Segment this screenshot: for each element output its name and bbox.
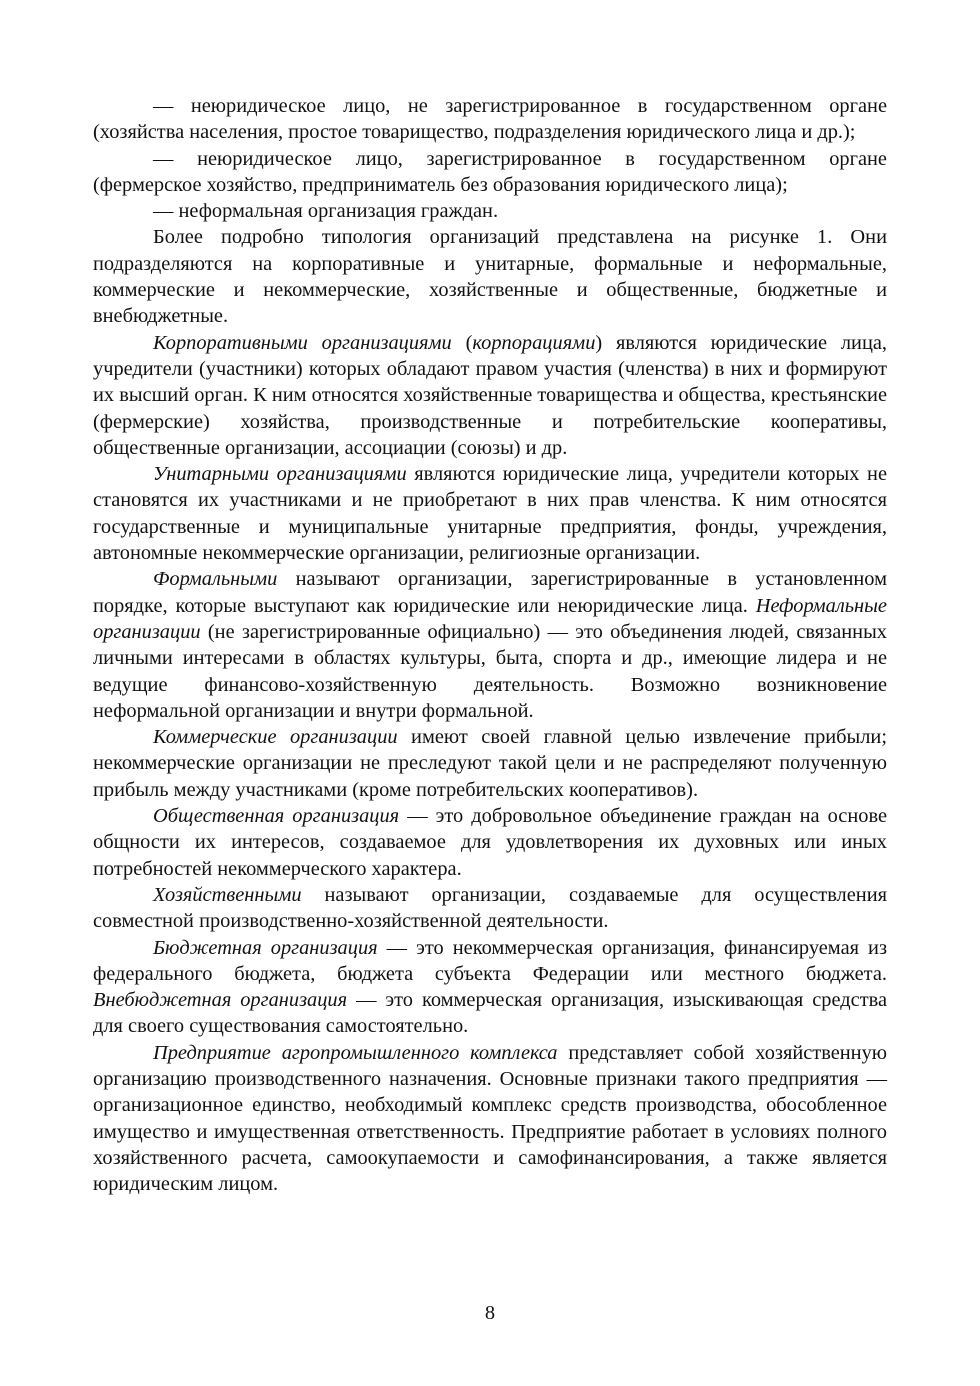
term-italic: Внебюджетная организация	[93, 989, 348, 1012]
text-run: — это некоммерческая организация, финансируемая из федерального бюджета, бюджета субъекта Федерации или местного бюджета.	[93, 936, 888, 985]
text-run: называют организации, зарегистрированные в установленном порядке, которые выступают как юридические или неюридические лица.	[93, 568, 887, 617]
term-italic: Унитарными организациями	[153, 463, 407, 486]
text-run: Более подробно типология организаций представлена на рисунке 1. Они подразделяются на корпоративные и унитарные, формальные и неформальные, коммерческие и некоммерческие, хозяйственные и общественные, бюджетные и внебюджетные.	[93, 226, 887, 328]
text-run: (не зарегистрированные официально) — это объединения людей, связанных личными интересами в областях культуры, быта, спорта и др., имеющие лидера и не ведущие финансово-хозяйственную деятельность. Возможно возникновение неформальной организации и внутри формальной.	[93, 620, 887, 722]
text-run: — неюридическое лицо, не зарегистрированное в государственном органе (хозяйства населения, простое товарищество, подразделения юридического лица и др.);	[93, 95, 887, 144]
text-run: — это добровольное объединение граждан на основе общности их интересов, создаваемое для удовлетворения их духовных или иных потребностей некоммерческого характера.	[93, 805, 887, 880]
paragraph-10	[93, 882, 887, 935]
term-italic: Общественная организация	[153, 805, 400, 828]
paragraph-12	[93, 1040, 887, 1198]
paragraph-3	[93, 198, 887, 224]
paragraph-9	[93, 803, 887, 882]
paragraph-1	[93, 93, 887, 146]
text-run: ) являются юридические лица, учредители (участники) которых обладают правом участия (членства) в них и формируют их высший орган. К ним относятся хозяйственные товарищества и общества, крестьянские (фермерские) хозяйства, производственные и потребительские кооперативы, общественные организации, ассоциации (союзы) и др.	[93, 331, 888, 459]
term-italic: Бюджетная организация	[153, 936, 378, 959]
paragraph-7	[93, 566, 887, 724]
page-number: 8	[484, 1302, 496, 1324]
term-italic: Формальными	[153, 568, 278, 591]
term-italic: Корпоративными организациями	[153, 331, 452, 354]
text-run: (	[451, 331, 473, 354]
term-italic: Предприятие агропромышленного комплекса	[153, 1041, 558, 1064]
paragraph-8	[93, 724, 887, 803]
text-run: — неформальная организация граждан.	[153, 200, 499, 223]
text-run: называют организации, создаваемые для осуществления совместной производственно-хозяйственной деятельности.	[93, 883, 887, 933]
paragraph-2	[93, 146, 887, 199]
term-italic: корпорациями	[472, 331, 596, 354]
paragraph-5	[93, 330, 887, 461]
term-italic: Неформальные организации	[93, 594, 887, 643]
paragraph-11	[93, 935, 887, 1040]
text-run: являются юридические лица, учредители которых не становятся их участниками и не приобретают в них прав членства. К ним относятся государственные и муниципальные унитарные предприятия, фонды, учреждения, автономные некоммерческие организации, религиозные организации.	[93, 463, 887, 565]
term-italic: Хозяйственными	[153, 883, 302, 906]
text-run: представляет собой хозяйственную организацию производственного назначения. Основные признаки такого предприятия — организационное единство, необходимый комплекс средств производства, обособленное имущество и имущественная ответственность. Предприятие работает в условиях полного хозяйственного расчета, самоокупаемости и самофинансирования, а также является юридическим лицом.	[93, 1041, 888, 1196]
paragraph-4	[93, 224, 887, 329]
paragraph-6	[93, 461, 887, 566]
document-page	[93, 93, 887, 1197]
text-run: — неюридическое лицо, зарегистрированное в государственном органе (фермерское хозяйство, предприниматель без образования юридического лица);	[93, 147, 887, 196]
text-run: — это коммерческая организация, изыскивающая средства для своего существования самостоятельно.	[93, 989, 888, 1038]
text-run: имеют своей главной целью извлечение прибыли; некоммерческие организации не преследуют такой цели и не распределяют полученную прибыль между участниками (кроме потребительских кооперативов).	[93, 726, 888, 801]
term-italic: Коммерческие организации	[153, 726, 398, 749]
